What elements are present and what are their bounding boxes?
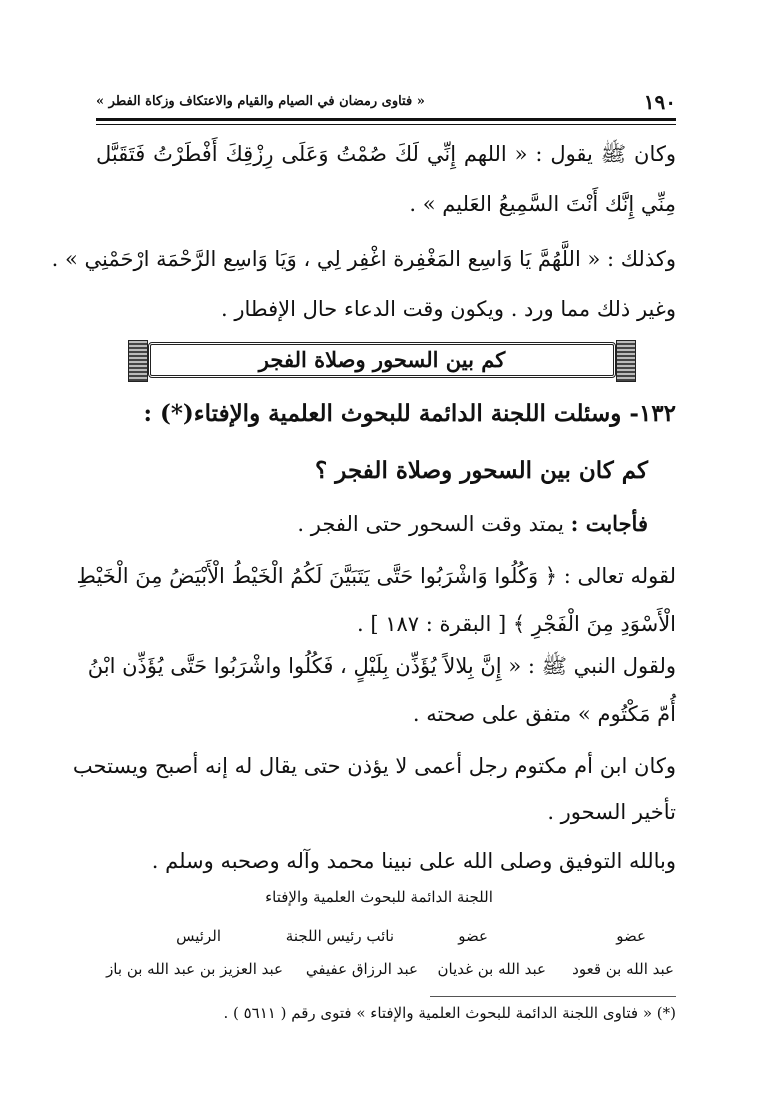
footnote-rule [430, 996, 676, 997]
page-header [96, 90, 676, 120]
quran-line: الْأَسْوَدِ مِنَ الْفَجْرِ ﴾ [ البقرة : ١٨٧ ] . [357, 612, 676, 636]
footnote: (*) « فتاوى اللجنة الدائمة للبحوث العلمية والإفتاء » فتوى رقم ( ٥٦١١ ) . [223, 1004, 676, 1022]
signature-name: عبد الله بن قعود [572, 960, 674, 978]
signature-role: عضو [458, 927, 488, 945]
section-banner [128, 340, 636, 380]
signature-name: عبد الله بن غديان [437, 960, 546, 978]
paragraph-line: وغير ذلك مما ورد . ويكون وقت الدعاء حال الإفطار . [221, 297, 676, 321]
signature-role: عضو [616, 927, 646, 945]
header-rule-thin [96, 124, 676, 125]
header-rule-thick [96, 118, 676, 121]
signature-role: نائب رئيس اللجنة [285, 927, 394, 945]
committee-name: اللجنة الدائمة للبحوث العلمية والإفتاء [265, 888, 493, 906]
paragraph-line: مِنِّي إِنَّك أَنْتَ السَّمِيعُ العَليم » . [409, 192, 676, 216]
paragraph-line: وكذلك : « اللَّهُمَّ يَا وَاسِع المَغْفِرة اغْفِر لِي ، وَيَا وَاسِع الرَّحْمَة ارْحَمْنِي » . [51, 247, 676, 271]
paragraph-line: وكان ﷺ يقول : « اللهم إِنِّي لَكَ صُمْتُ وَعَلَى رِزْقِكَ أَفْطَرْتُ فَتَقَبَّل [96, 142, 676, 166]
answer-label: فأجابت : [570, 511, 648, 536]
hadith-line: أُمّ مَكْتُوم » متفق على صحته . [412, 702, 676, 726]
signature-name: عبد العزيز بن عبد الله بن باز [106, 960, 283, 978]
paragraph-line: تأخير السحور . [547, 800, 676, 824]
paragraph-line: وكان ابن أم مكتوم رجل أعمى لا يؤذن حتى يقال له إنه أصبح ويستحب [72, 754, 676, 778]
closing-line: وبالله التوفيق وصلى الله على نبينا محمد وآله وصحبه وسلم . [151, 849, 676, 873]
question-text: كم كان بين السحور وصلاة الفجر ؟ [315, 457, 648, 484]
question-heading: ١٣٢- وسئلت اللجنة الدائمة للبحوث العلمية والإفتاء(*) : [143, 400, 676, 427]
answer-line [96, 508, 648, 540]
signature-name: عبد الرزاق عفيفي [305, 960, 418, 978]
page-number: ١٩٠ [643, 90, 676, 114]
signature-role: الرئيس [176, 927, 221, 945]
quran-line: لقوله تعالى : ﴿ وَكُلُوا وَاشْرَبُوا حَتَّى يَتَبَيَّنَ لَكُمُ الْخَيْطُ الْأَبْيَضُ مِنَ الْخَيْطِ [76, 564, 676, 588]
hadith-line: ولقول النبي ﷺ : « إِنَّ بِلالاً يُؤَذِّن بِلَيْلٍ ، فَكُلُوا واشْرَبُوا حَتَّى يُؤَذِّن ابْنُ [87, 654, 676, 678]
section-title: كم بين السحور وصلاة الفجر [258, 347, 506, 372]
answer-text: يمتد وقت السحور حتى الفجر . [297, 512, 564, 536]
running-title: « فتاوى رمضان في الصيام والقيام والاعتكاف وزكاة الفطر » [96, 94, 425, 109]
